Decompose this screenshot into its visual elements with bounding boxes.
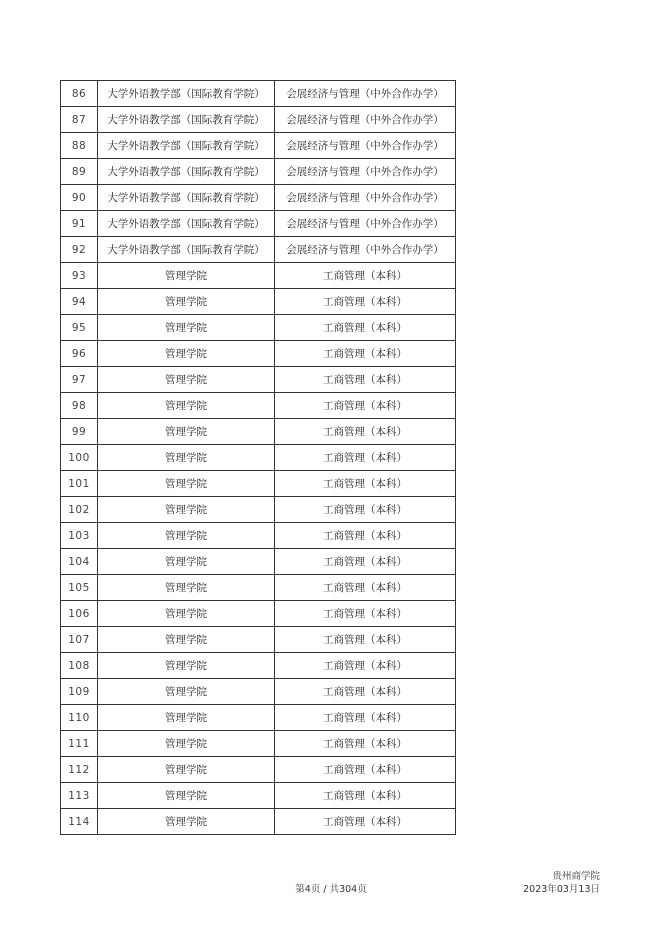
college-cell: 管理学院 xyxy=(98,783,275,809)
college-cell: 管理学院 xyxy=(98,523,275,549)
row-number-cell: 99 xyxy=(61,419,98,445)
table-row xyxy=(61,367,456,393)
college-cell: 管理学院 xyxy=(98,809,275,835)
table-row xyxy=(61,705,456,731)
row-number-cell: 114 xyxy=(61,809,98,835)
row-number-cell: 101 xyxy=(61,471,98,497)
table-row xyxy=(61,601,456,627)
major-cell: 会展经济与管理（中外合作办学） xyxy=(275,237,456,263)
row-number-cell: 109 xyxy=(61,679,98,705)
college-cell: 管理学院 xyxy=(98,601,275,627)
table-row xyxy=(61,731,456,757)
row-number-cell: 106 xyxy=(61,601,98,627)
row-number-cell: 108 xyxy=(61,653,98,679)
table-row xyxy=(61,237,456,263)
data-table xyxy=(60,80,456,835)
major-cell: 工商管理（本科） xyxy=(275,731,456,757)
college-cell: 管理学院 xyxy=(98,549,275,575)
row-number-cell: 97 xyxy=(61,367,98,393)
major-cell: 工商管理（本科） xyxy=(275,393,456,419)
table-row xyxy=(61,159,456,185)
row-number-cell: 104 xyxy=(61,549,98,575)
footer-info xyxy=(523,870,600,896)
college-cell: 管理学院 xyxy=(98,263,275,289)
major-cell: 会展经济与管理（中外合作办学） xyxy=(275,107,456,133)
college-cell: 管理学院 xyxy=(98,315,275,341)
print-date: 2023年03月13日 xyxy=(523,884,600,895)
college-cell: 管理学院 xyxy=(98,471,275,497)
table-row xyxy=(61,575,456,601)
college-cell: 管理学院 xyxy=(98,757,275,783)
table-row xyxy=(61,783,456,809)
table-row xyxy=(61,809,456,835)
row-number-cell: 105 xyxy=(61,575,98,601)
major-cell: 工商管理（本科） xyxy=(275,471,456,497)
row-number-cell: 98 xyxy=(61,393,98,419)
major-cell: 工商管理（本科） xyxy=(275,601,456,627)
row-number-cell: 111 xyxy=(61,731,98,757)
row-number-cell: 103 xyxy=(61,523,98,549)
row-number-cell: 95 xyxy=(61,315,98,341)
row-number-cell: 88 xyxy=(61,133,98,159)
row-number-cell: 90 xyxy=(61,185,98,211)
college-cell: 大学外语教学部（国际教育学院） xyxy=(98,107,275,133)
major-cell: 工商管理（本科） xyxy=(275,575,456,601)
college-cell: 管理学院 xyxy=(98,445,275,471)
major-cell: 工商管理（本科） xyxy=(275,549,456,575)
row-number-cell: 113 xyxy=(61,783,98,809)
college-cell: 管理学院 xyxy=(98,653,275,679)
college-cell: 管理学院 xyxy=(98,341,275,367)
college-cell: 管理学院 xyxy=(98,289,275,315)
major-cell: 工商管理（本科） xyxy=(275,627,456,653)
college-cell: 大学外语教学部（国际教育学院） xyxy=(98,237,275,263)
major-cell: 会展经济与管理（中外合作办学） xyxy=(275,159,456,185)
major-cell: 工商管理（本科） xyxy=(275,315,456,341)
college-cell: 管理学院 xyxy=(98,367,275,393)
row-number-cell: 92 xyxy=(61,237,98,263)
row-number-cell: 87 xyxy=(61,107,98,133)
row-number-cell: 86 xyxy=(61,81,98,107)
major-cell: 工商管理（本科） xyxy=(275,263,456,289)
major-cell: 工商管理（本科） xyxy=(275,341,456,367)
row-number-cell: 112 xyxy=(61,757,98,783)
major-cell: 工商管理（本科） xyxy=(275,679,456,705)
college-cell: 大学外语教学部（国际教育学院） xyxy=(98,159,275,185)
major-cell: 工商管理（本科） xyxy=(275,757,456,783)
row-number-cell: 93 xyxy=(61,263,98,289)
row-number-cell: 100 xyxy=(61,445,98,471)
table-row xyxy=(61,679,456,705)
table-row xyxy=(61,341,456,367)
page-number: 第4页 / 共304页 xyxy=(295,884,367,895)
college-cell: 大学外语教学部（国际教育学院） xyxy=(98,211,275,237)
row-number-cell: 96 xyxy=(61,341,98,367)
college-cell: 管理学院 xyxy=(98,393,275,419)
college-cell: 管理学院 xyxy=(98,497,275,523)
major-cell: 会展经济与管理（中外合作办学） xyxy=(275,211,456,237)
row-number-cell: 110 xyxy=(61,705,98,731)
table-row xyxy=(61,107,456,133)
college-cell: 管理学院 xyxy=(98,705,275,731)
table-row xyxy=(61,133,456,159)
major-cell: 会展经济与管理（中外合作办学） xyxy=(275,81,456,107)
table-row xyxy=(61,627,456,653)
table-row xyxy=(61,653,456,679)
row-number-cell: 91 xyxy=(61,211,98,237)
table-row xyxy=(61,523,456,549)
major-cell: 工商管理（本科） xyxy=(275,809,456,835)
table-row xyxy=(61,315,456,341)
college-cell: 大学外语教学部（国际教育学院） xyxy=(98,133,275,159)
major-cell: 工商管理（本科） xyxy=(275,497,456,523)
major-cell: 工商管理（本科） xyxy=(275,653,456,679)
table-row xyxy=(61,211,456,237)
major-cell: 工商管理（本科） xyxy=(275,783,456,809)
row-number-cell: 102 xyxy=(61,497,98,523)
major-cell: 会展经济与管理（中外合作办学） xyxy=(275,185,456,211)
college-cell: 大学外语教学部（国际教育学院） xyxy=(98,185,275,211)
table-row xyxy=(61,263,456,289)
table-row xyxy=(61,549,456,575)
row-number-cell: 107 xyxy=(61,627,98,653)
major-cell: 工商管理（本科） xyxy=(275,445,456,471)
major-cell: 工商管理（本科） xyxy=(275,367,456,393)
table-row xyxy=(61,185,456,211)
major-cell: 会展经济与管理（中外合作办学） xyxy=(275,133,456,159)
college-cell: 管理学院 xyxy=(98,575,275,601)
table-row xyxy=(61,81,456,107)
table-row xyxy=(61,497,456,523)
institution-name: 贵州商学院 xyxy=(552,871,600,882)
college-cell: 管理学院 xyxy=(98,419,275,445)
row-number-cell: 89 xyxy=(61,159,98,185)
table-row xyxy=(61,419,456,445)
major-cell: 工商管理（本科） xyxy=(275,705,456,731)
row-number-cell: 94 xyxy=(61,289,98,315)
major-cell: 工商管理（本科） xyxy=(275,419,456,445)
major-cell: 工商管理（本科） xyxy=(275,523,456,549)
table-body xyxy=(61,81,456,835)
table-row xyxy=(61,289,456,315)
major-cell: 工商管理（本科） xyxy=(275,289,456,315)
college-cell: 管理学院 xyxy=(98,679,275,705)
college-cell: 管理学院 xyxy=(98,731,275,757)
table-row xyxy=(61,757,456,783)
college-cell: 管理学院 xyxy=(98,627,275,653)
college-cell: 大学外语教学部（国际教育学院） xyxy=(98,81,275,107)
table-row xyxy=(61,471,456,497)
table-row xyxy=(61,445,456,471)
table-row xyxy=(61,393,456,419)
